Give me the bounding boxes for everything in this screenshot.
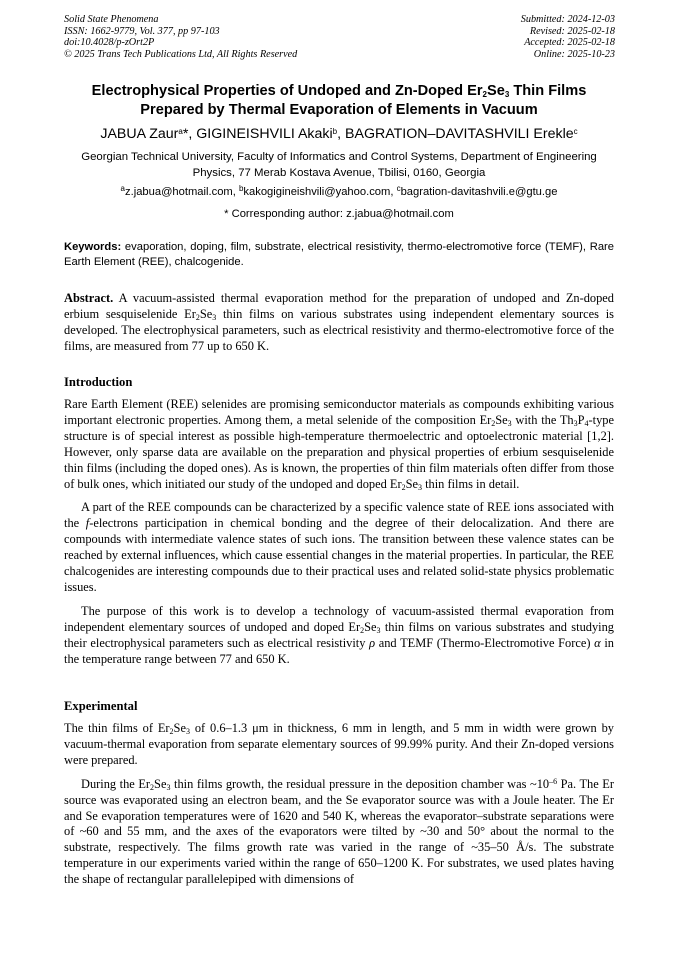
- author-1: JABUA Zaur: [100, 126, 179, 142]
- author-emails: $^a$z.jabua@hotmail.com, $^b$kakogigineishvili@yahoo.com, $^c$bagration-davitashvili.e@gtu.ge: [120, 184, 558, 198]
- affiliation: Georgian Technical University, Faculty of Informatics and Control Systems, Department of Engineering Physics, 77 Merab Kostava Avenue, Tbilisi, 0160, Georgia: [81, 151, 597, 179]
- exp-paragraph-1: The thin films of $Er_2Se_3$ of 0.6–1.3 μm in thickness, 6 mm in length, and 5 mm in width were grown by vacuum-thermal evaporation from separate elementary sources of 99.99% purity. And their Zn-doped versions were prepared.: [64, 721, 615, 767]
- journal-copyright: © 2025 Trans Tech Publications Ltd, All Rights Reserved: [64, 48, 298, 60]
- date-submitted: Submitted: 2024-12-03: [520, 14, 615, 25]
- title-line-1: Electrophysical Properties of Undoped and Zn-Doped $Er_2Se_3$ Thin Films: [91, 83, 587, 99]
- title-line-2: Prepared by Thermal Evaporation of Elements in Vacuum: [140, 101, 538, 118]
- corresponding-author: * Corresponding author: z.jabua@hotmail.com: [224, 208, 454, 220]
- paper-title: [40, 82, 638, 119]
- author-2: GIGINEISHVILI Akaki: [196, 126, 333, 142]
- date-accepted: Accepted: 2025-02-18: [524, 37, 615, 49]
- abstract-label: Abstract.: [64, 291, 114, 305]
- author-list: JABUA Zaur$^a$*, GIGINEISHVILI Akaki$^b$, BAGRATION–DAVITASHVILI Erekle$^c$: [100, 126, 578, 142]
- email-b[interactable]: kakogigineishvili@yahoo.com,: [243, 186, 397, 198]
- intro-paragraph-3: The purpose of this work is to develop a technology of vacuum-assisted thermal evaporation from independent elementary sources of undoped and doped $Er_2Se_3$ thin films on various substrates and studying their electrophysical parameters such as electrical resistivity ρ and TEMF (Thermo-Electromotive Force) α in the temperature range between 77 and 650 K.: [64, 603, 614, 666]
- keywords: [64, 240, 614, 271]
- keywords-text: evaporation, doping, film, substrate, electrical resistivity, thermo-electromotive force (TEMF), Rare Earth Element (REE), chalcogenide.: [64, 241, 614, 269]
- keywords-label: Keywords:: [64, 241, 122, 253]
- abstract: Abstract. A vacuum-assisted thermal evaporation method for the preparation of undoped and Zn-doped erbium sesquiselenide $Er_2Se_3$ thin films on various substrates using independent elementary sources is developed. The electrophysical parameters, such as electrical resistivity and thermo-electromotive force of the films, are measured from 77 up to 650 K.: [64, 291, 614, 353]
- exp-paragraph-2: During the $Er_2Se_3$ thin films growth, the residual pressure in the deposition chamber was $\sim 10^{-6}$ Pa. The Er source was evaporated using an electron beam, and the Se evaporator source was with a Joule heater. The Er and Se evaporation temperatures were of 1620 and 540 K, whereas the evaporator–substrate separations were of ~60 and 55 mm, and the axes of the evaporators were tilted by ~30 and 50° about the normal to the substrate, respectively. The films growth rate was varied in the range of ~35–50 Å/s. The substrate temperature in our experiments varied within the range of 650–1200 K. For substrates, we used plates having the shape of rectangular parallelepiped with dimensions of: [64, 776, 614, 887]
- experimental-heading: Experimental: [64, 699, 138, 713]
- date-online: Online: 2025-10-23: [533, 48, 615, 60]
- introduction-heading: Introduction: [64, 375, 133, 389]
- experimental-section: [64, 721, 614, 896]
- publication-dates: [521, 14, 615, 60]
- date-revised: Revised: 2025-02-18: [529, 25, 615, 37]
- author-3: BAGRATION–DAVITASHVILI Erekle: [345, 126, 574, 142]
- journal-name: Solid State Phenomena: [64, 14, 159, 25]
- journal-issn: ISSN: 1662-9779, Vol. 377, pp 97-103: [64, 25, 220, 37]
- email-a[interactable]: z.jabua@hotmail.com,: [125, 186, 239, 198]
- journal-doi: doi:10.4028/p-zOrt2P: [64, 37, 155, 49]
- intro-paragraph-2: A part of the REE compounds can be characterized by a specific valence state of REE ions associated with the f-electrons participation in chemical bonding and the degree of their delocalization. And there are compounds with intermediate valence states of such ions. The transition between these valence states can be reached by external influences, which cause essential changes in the material properties. In particular, the REE chalcogenides are interesting compounds due to their practical uses and related solid-state physics problematic issues.: [64, 500, 614, 594]
- email-c[interactable]: bagration-davitashvili.e@gtu.ge: [400, 186, 558, 198]
- intro-paragraph-1: Rare Earth Element (REE) selenides are promising semiconductor materials as compounds exhibiting various important electronic properties. Among them, a metal selenide of the composition $Er_2Se_3$ with the $Th_3P_4$-type structure is of special interest as possible high-temperature thermoelectric and optoelectronic material [1,2]. However, only sparse data are available on the preparation and physical properties of erbium sesquiselenide thin films (including the doped ones). As is known, the properties of thin film materials often differ from those of bulk ones, which initiated our study of the undoped and doped $Er_2Se_3$ thin films in detail.: [64, 397, 614, 492]
- journal-info: [64, 14, 297, 60]
- introduction-section: [64, 397, 614, 676]
